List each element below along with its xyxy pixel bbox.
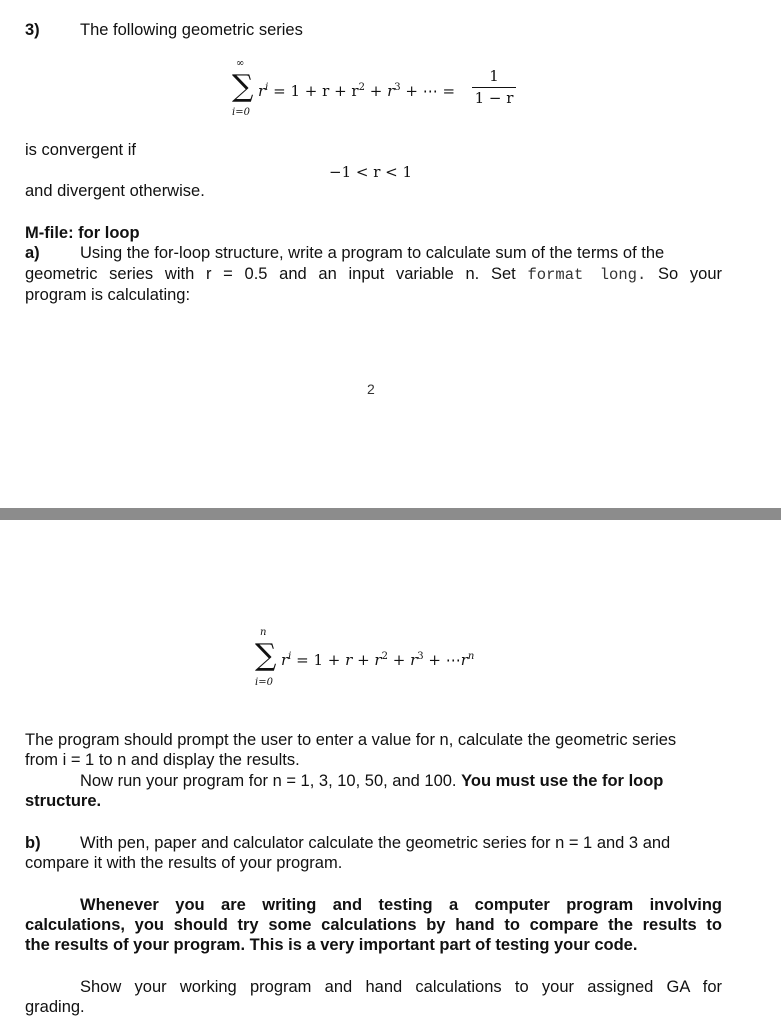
show-line-2: grading. — [25, 998, 85, 1016]
prompt-line-2: from i = 1 to n and display the results. — [25, 751, 300, 769]
part-a-line-2: geometric series with r = 0.5 and an input variable n. Set format long. So your — [25, 265, 722, 284]
fraction-denominator: 1 − r — [472, 87, 516, 107]
fraction — [472, 67, 516, 107]
sigma-upper-limit: ∞ — [236, 58, 245, 69]
show-line-1: Show your working program and hand calculations to your assigned GA for — [80, 978, 722, 996]
part-a-line-3: program is calculating: — [25, 286, 191, 304]
sum-upper-limit: n — [260, 627, 267, 638]
note-line-1: Whenever you are writing and testing a computer program involving — [80, 896, 722, 914]
sum-lower-limit: i=0 — [255, 677, 273, 688]
part-b-line-1: b) With pen, paper and calculator calculate the geometric series for n = 1 and 3 and — [25, 834, 671, 852]
page-divider — [0, 508, 781, 520]
prompt-line-1: The program should prompt the user to enter a value for n, calculate the geometric series — [25, 731, 677, 749]
part-b-label: b) — [25, 834, 41, 852]
question-number: 3) — [25, 21, 40, 39]
convergence-condition: −1 < r < 1 — [329, 163, 413, 181]
part-a-label: a) — [25, 244, 40, 262]
part-a-line-1: a) Using the for-loop structure, write a program to calculate sum of the terms of the — [25, 244, 665, 262]
sum-expansion: $r^i = 1 + r + r^2 + r^3$ + $\cdots r^n$ — [281, 651, 475, 669]
note-line-3: the results of your program. This is a very important part of testing your code. — [25, 936, 638, 954]
series-rhs: = 1 + r + r — [268, 82, 359, 100]
series-term: r — [258, 82, 266, 100]
part-b-line-2: compare it with the results of your program. — [25, 854, 343, 872]
mfile-heading: M-file: for loop — [25, 224, 140, 242]
format-long-code: format long. — [527, 266, 647, 284]
series-expansion: $r^i = 1 + r + r^2 + r^3$ + ⋯ = — [258, 82, 456, 100]
sigma-symbol: ∑ — [232, 69, 254, 104]
convergent-text: is convergent if — [25, 141, 136, 159]
sigma-lower-limit: i=0 — [232, 107, 250, 118]
page-number: 2 — [367, 381, 375, 397]
note-line-2: calculations, you should try some calculations by hand to compare the results to — [25, 916, 722, 934]
sum-sigma-symbol: ∑ — [255, 638, 277, 673]
question-intro: The following geometric series — [80, 21, 303, 39]
series-exponent: i — [265, 82, 269, 93]
fraction-numerator: 1 — [489, 67, 499, 85]
run-instruction-end: structure. — [25, 792, 102, 810]
run-instruction: Now run your program for n = 1, 3, 10, 50, and 100. You must use the for loop — [80, 772, 664, 790]
divergent-text: and divergent otherwise. — [25, 182, 205, 200]
